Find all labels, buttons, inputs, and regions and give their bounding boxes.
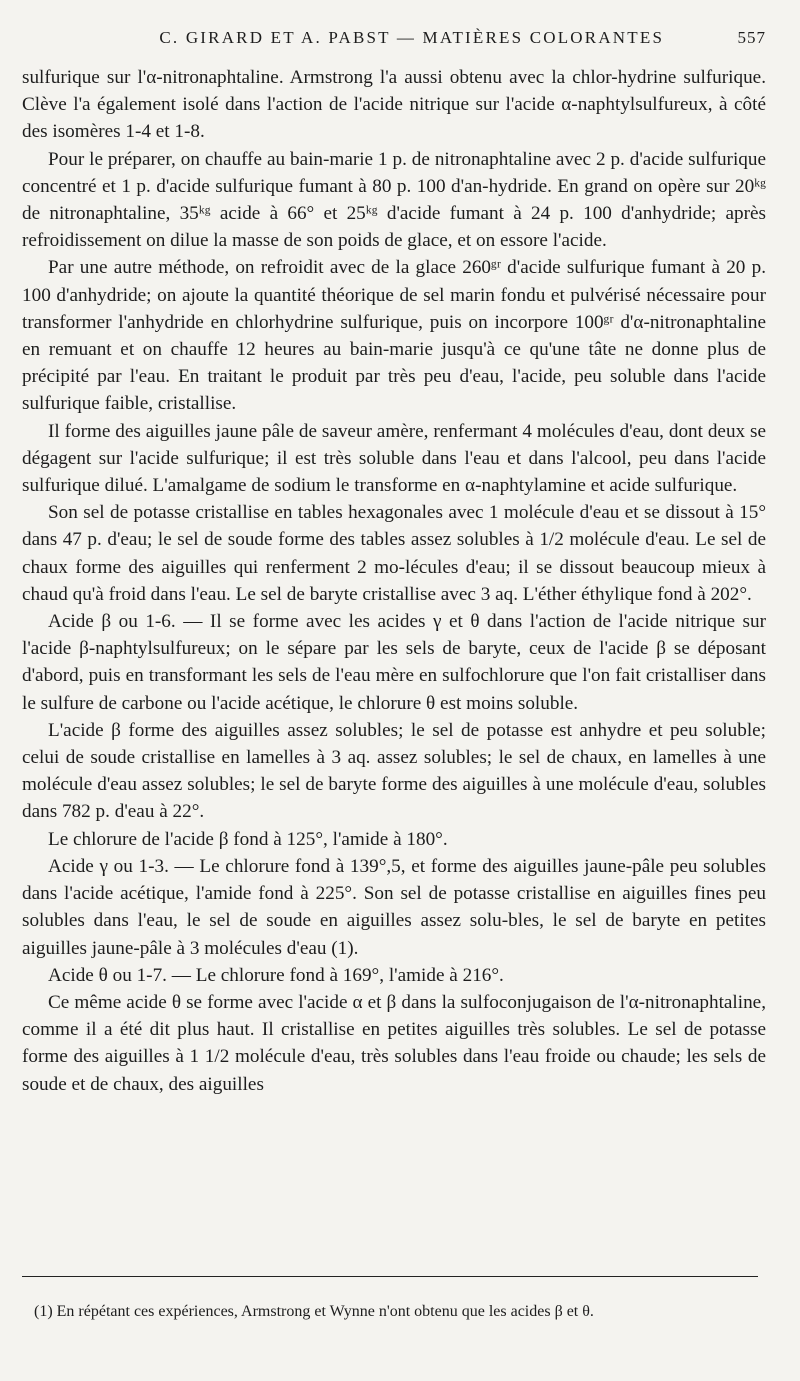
paragraph-properties: Il forme des aiguilles jaune pâle de saveur amère, renfermant 4 molécules d'eau, dont deux se dégagent sur l'acide sulfurique; il est très soluble dans l'eau et dans l'alcool, peu dans l'acide sulfurique dilué. L'amalgame de sodium le transforme en α-naphtylamine et acide sulfurique. [22,420,766,497]
page-number: 557 [737,28,766,47]
paragraph-acid-beta-salts: L'acide β forme des aiguilles assez solubles; le sel de potasse est anhydre et peu soluble; celui de soude cristallise en lamelles à 3 aq. assez solubles; le sel de chaux, en lamelles à une molécule d'eau assez solubles; le sel de baryte forme des aiguilles à une molécule d'eau, solubles dans 782 p. d'eau à 22°. [22,719,766,823]
paragraph-salts: Son sel de potasse cristallise en tables hexagonales avec 1 molécule d'eau et se dissout à 15° dans 47 p. d'eau; le sel de soude forme des tables assez solubles à 1/2 molécule d'eau. Le sel de chaux forme des aiguilles qui renferment 2 mo-lécules d'eau; il se dissout beaucoup mieux à chaud qu'à froid dans l'eau. Le sel de baryte cristallise avec 3 aq. L'éther éthylique fond à 202°. [22,502,766,605]
paragraph-preparation: Pour le préparer, on chauffe au bain-marie 1 p. de nitronaphtaline avec 2 p. d'acide sulfurique concentré et 1 p. d'acide sulfurique fumant à 80 p. 100 d'an-hydride. En grand on opère sur 20ᵏᵍ de nitronaphtaline, 35ᵏᵍ acide à 66° et 25ᵏᵍ d'acide fumant à 24 p. 100 d'anhydride; après refroidissement on dilue la masse de son poids de glace, et on essore l'acide. [22,148,766,252]
paragraph-other-method: Par une autre méthode, on refroidit avec de la glace 260ᵍʳ d'acide sulfurique fumant à 20 p. 100 d'anhydride; on ajoute la quantité théorique de sel marin fondu et pulvérisé nécessaire pour transformer l'anhydride en chlorhydrine sulfurique, puis on incorpore 100ᵍʳ d'α-nitronaphtaline en remuant et on chauffe 12 heures au bain-marie jusqu'à ce qu'une tâte ne donne plus de précipité par l'eau. En traitant le produit par très peu d'eau, l'acide, peu soluble dans l'acide sulfurique faible, cristallise. [22,257,766,415]
footnote-rule [22,1276,758,1277]
running-header [22,28,766,58]
paragraph-acid-theta: Acide θ ou 1-7. — Le chlorure fond à 169°, l'amide à 216°. [48,964,504,986]
book-page [22,28,766,1098]
footnote: (1) En répétant ces expériences, Armstrong et Wynne n'ont obtenu que les acides β et θ. [34,1303,594,1320]
running-title: C. GIRARD ET A. PABST — MATIÈRES COLORANTES [159,28,665,47]
body-text [22,64,766,1098]
paragraph-continuation: sulfurique sur l'α-nitronaphtaline. Armstrong l'a aussi obtenu avec la chlor-hydrine sulfurique. Clève l'a également isolé dans l'action de l'acide nitrique sur l'acide α-naphtylsulfureux, à côté des isomères 1-4 et 1-8. [22,67,766,143]
paragraph-acid-gamma: Acide γ ou 1-3. — Le chlorure fond à 139°,5, et forme des aiguilles jaune-pâle peu solubles dans l'acide acétique, l'amide fond à 225°. Son sel de potasse cristallise en aiguilles fines peu solubles dans l'eau, le sel de soude en aiguilles assez solu-bles, le sel de baryte en petites aiguilles jaune-pâle à 3 molécules d'eau (1). [22,855,766,959]
paragraph-acid-beta-chloride: Le chlorure de l'acide β fond à 125°, l'amide à 180°. [48,828,448,850]
paragraph-acid-beta: Acide β ou 1-6. — Il se forme avec les acides γ et θ dans l'action de l'acide nitrique sur l'acide β-naphtylsulfureux; on le sépare par les sels de baryte, ceux de l'acide β se déposant d'abord, puis en transformant les sels de l'eau mère en sulfochlorure que l'on fait cristalliser dans le sulfure de carbone ou l'acide acétique, le chlorure θ est moins soluble. [22,611,766,714]
paragraph-acid-theta-formation: Ce même acide θ se forme avec l'acide α et β dans la sulfoconjugaison de l'α-nitronaphtaline, comme il a été dit plus haut. Il cristallise en petites aiguilles très solubles. Le sel de potasse forme des aiguilles à 1 1/2 molécule d'eau, très solubles dans l'eau froide ou chaude; les sels de soude et de chaux, des aiguilles [22,991,766,1095]
